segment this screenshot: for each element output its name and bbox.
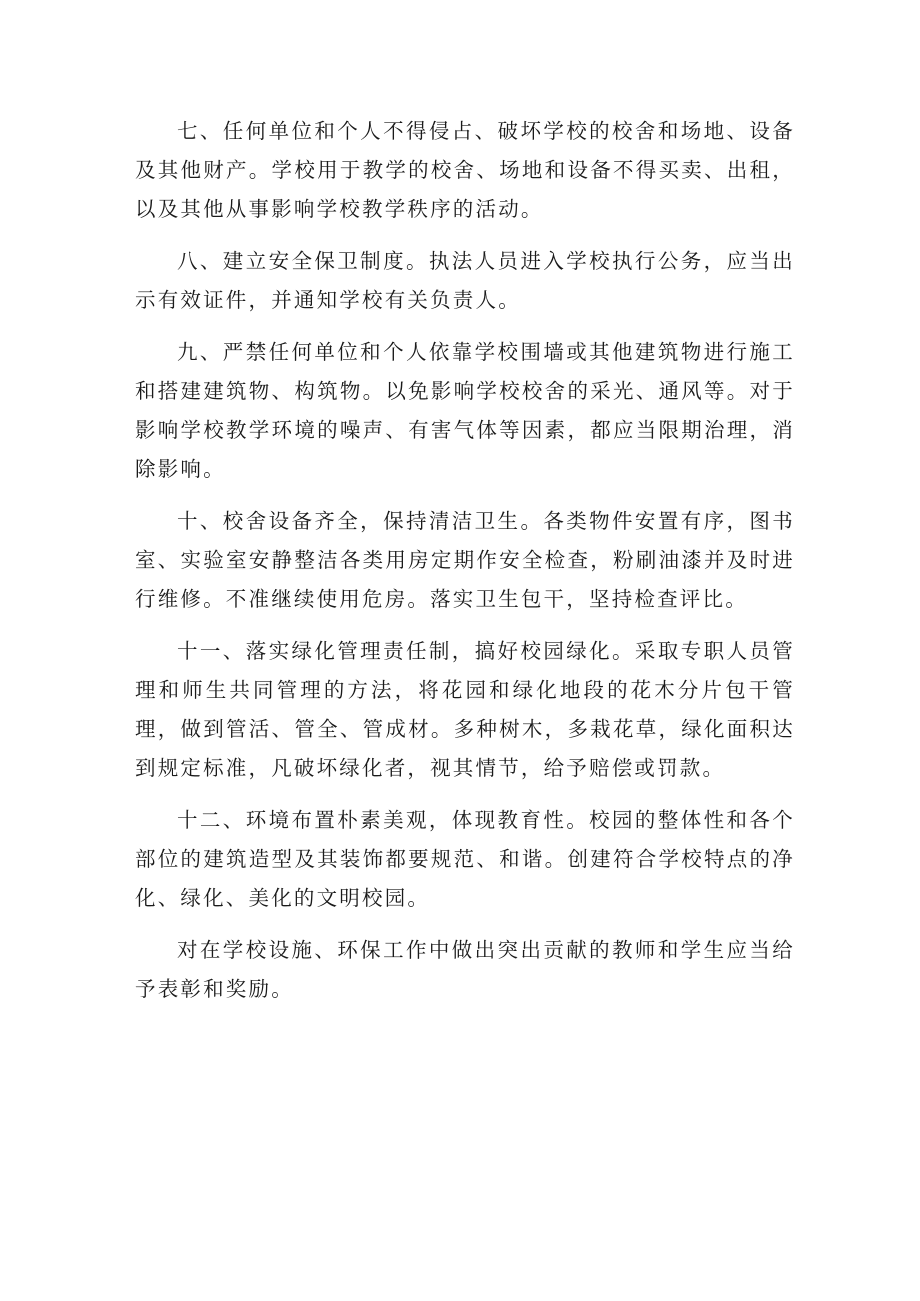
- document-body: [135, 112, 795, 1022]
- paragraph-item-11: 十一、落实绿化管理责任制，搞好校园绿化。采取专职人员管理和师生共同管理的方法，将花园和绿化地段的花木分片包干管理，做到管活、管全、管成材。多种树木，多栽花草，绿化面积达到规定标准，凡破坏绿化者，视其情节，给予赔偿或罚款。: [135, 639, 795, 780]
- paragraph-item-7: 七、任何单位和个人不得侵占、破坏学校的校舍和场地、设备及其他财产。学校用于教学的校舍、场地和设备不得买卖、出租，以及其他从事影响学校教学秩序的活动。: [135, 119, 795, 221]
- paragraph-item-9: 九、严禁任何单位和个人依靠学校围墙或其他建筑物进行施工和搭建建筑物、构筑物。以免影响学校校舍的采光、通风等。对于影响学校教学环境的噪声、有害气体等因素，都应当限期治理，消除影响。: [135, 340, 795, 481]
- paragraph-closing-commendation: 对在学校设施、环保工作中做出突出贡献的教师和学生应当给予表彰和奖励。: [135, 938, 795, 1001]
- paragraph-item-8: 八、建立安全保卫制度。执法人员进入学校执行公务，应当出示有效证件，并通知学校有关负责人。: [135, 249, 795, 312]
- paragraph-item-12: 十二、环境布置朴素美观，体现教育性。校园的整体性和各个部位的建筑造型及其装饰都要规范、和谐。创建符合学校特点的净化、绿化、美化的文明校园。: [135, 808, 795, 910]
- paragraph-item-10: 十、校舍设备齐全，保持清洁卫生。各类物件安置有序，图书室、实验室安静整洁各类用房定期作安全检查，粉刷油漆并及时进行维修。不准继续使用危房。落实卫生包干，坚持检查评比。: [135, 509, 795, 611]
